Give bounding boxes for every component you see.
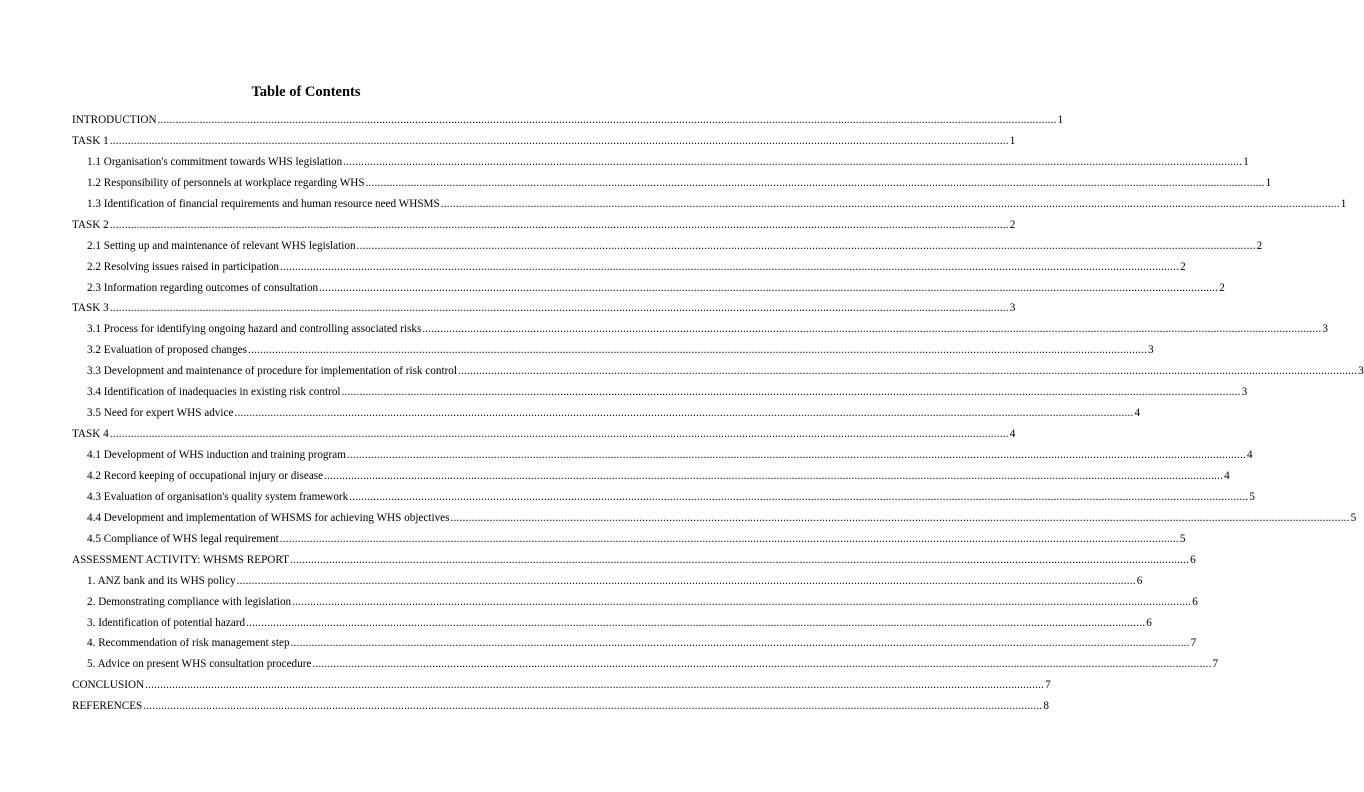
toc-entry-label: 2. Demonstrating compliance with legislation	[87, 595, 292, 608]
toc-entry[interactable]	[72, 113, 1064, 134]
dot-leader: ............................................................................................................................................................................................................................................................................................................	[236, 574, 1136, 587]
toc-entry-label: 3.1 Process for identifying ongoing hazard and controlling associated risks	[87, 323, 422, 336]
toc-entry[interactable]	[72, 448, 1253, 469]
toc-entry-label: TASK 2	[72, 218, 109, 231]
toc-entry-page-number: 5	[1249, 490, 1255, 503]
dot-leader: ............................................................................................................................................................................................................................................................................................................	[356, 239, 1256, 252]
dot-leader: ............................................................................................................................................................................................................................................................................................................	[422, 323, 1322, 336]
toc-entry-page-number: 4	[1224, 469, 1230, 482]
toc-entry[interactable]	[72, 616, 1152, 637]
toc-entry-label: 3.2 Evaluation of proposed changes	[87, 344, 248, 357]
toc-entry-page-number: 1	[1243, 155, 1249, 168]
toc-entry[interactable]	[72, 427, 1016, 448]
toc-entry-label: 2.1 Setting up and maintenance of relevant WHS legislation	[87, 239, 356, 252]
toc-entry-label: TASK 3	[72, 302, 109, 315]
toc-entry-label: 3.3 Development and maintenance of procedure for implementation of risk control	[87, 365, 457, 378]
toc-entry-label: 1.2 Responsibility of personnels at workplace regarding WHS	[87, 176, 365, 189]
toc-entry-page-number: 6	[1192, 595, 1198, 608]
toc-entry[interactable]	[72, 490, 1255, 511]
toc-entry-label: CONCLUSION	[72, 679, 145, 692]
toc-entry-label: 4.3 Evaluation of organisation's quality system framework	[87, 490, 349, 503]
toc-entry[interactable]	[72, 385, 1248, 406]
toc-entry-label: 2.2 Resolving issues raised in participation	[87, 260, 280, 273]
toc-entry[interactable]	[72, 281, 1225, 302]
toc-entry[interactable]	[72, 636, 1197, 657]
toc-entry[interactable]	[72, 532, 1186, 553]
toc-entry-page-number: 2	[1256, 239, 1263, 252]
toc-entry-page-number: 6	[1146, 616, 1152, 629]
toc-entry[interactable]	[72, 574, 1143, 595]
dot-leader: ............................................................................................................................................................................................................................................................................................................	[365, 176, 1265, 189]
toc-entry-label: REFERENCES	[72, 700, 143, 713]
dot-leader: ............................................................................................................................................................................................................................................................................................................	[145, 679, 1045, 692]
toc-entry[interactable]	[72, 260, 1186, 281]
dot-leader: ............................................................................................................................................................................................................................................................................................................	[109, 218, 1009, 231]
dot-leader: ............................................................................................................................................................................................................................................................................................................	[280, 260, 1180, 273]
toc-entry-page-number: 3	[1322, 323, 1328, 336]
toc-title: Table of Contents	[251, 84, 361, 100]
dot-leader: ............................................................................................................................................................................................................................................................................................................	[290, 553, 1190, 566]
toc-entry-label: TASK 4	[72, 428, 109, 441]
toc-entry-page-number: 1	[1265, 176, 1272, 189]
toc-entry[interactable]	[72, 406, 1141, 427]
toc-entry-page-number: 6	[1190, 553, 1196, 566]
toc-entry-page-number: 6	[1136, 574, 1143, 587]
toc-entry[interactable]	[72, 176, 1272, 197]
toc-entry-page-number: 4	[1009, 428, 1016, 441]
dot-leader: ............................................................................................................................................................................................................................................................................................................	[349, 490, 1249, 503]
toc-entry[interactable]	[72, 343, 1154, 364]
dot-leader: ............................................................................................................................................................................................................................................................................................................	[157, 114, 1057, 126]
toc-entry[interactable]	[72, 511, 1357, 532]
toc-entry-page-number: 7	[1045, 679, 1051, 692]
toc-entry[interactable]	[72, 469, 1230, 490]
toc-entry-page-number: 2	[1180, 260, 1186, 273]
toc-entry[interactable]	[72, 657, 1219, 678]
toc-entry-page-number: 3	[1241, 386, 1248, 399]
dot-leader: ............................................................................................................................................................................................................................................................................................................	[279, 532, 1179, 545]
toc-entry-label: 1.3 Identification of financial requirements and human resource need WHSMS	[87, 197, 440, 210]
toc-entry-label: INTRODUCTION	[72, 114, 157, 126]
dot-leader: ............................................................................................................................................................................................................................................................................................................	[109, 134, 1009, 147]
toc-entry[interactable]	[72, 322, 1328, 343]
toc-entry[interactable]	[72, 301, 1016, 322]
toc-entry-page-number: 2	[1219, 281, 1225, 294]
toc-entry[interactable]	[72, 218, 1016, 239]
toc-entry-page-number: 7	[1212, 658, 1219, 671]
dot-leader: ............................................................................................................................................................................................................................................................................................................	[109, 428, 1009, 441]
toc-entry-page-number: 3	[1148, 344, 1154, 357]
dot-leader: ............................................................................................................................................................................................................................................................................................................	[290, 637, 1190, 650]
toc-entry-page-number: 5	[1350, 511, 1357, 524]
toc-entry-page-number: 3	[1009, 302, 1016, 315]
toc-entry[interactable]	[72, 364, 1364, 385]
toc-entry-page-number: 3	[1358, 365, 1364, 378]
dot-leader: ............................................................................................................................................................................................................................................................................................................	[346, 449, 1246, 461]
toc-entry[interactable]	[72, 155, 1249, 176]
toc-list	[72, 113, 1364, 720]
toc-entry-page-number: 4	[1246, 449, 1253, 461]
toc-entry-page-number: 8	[1043, 700, 1049, 713]
toc-entry[interactable]	[72, 678, 1051, 699]
toc-entry-label: 3.4 Identification of inadequacies in existing risk control	[87, 386, 341, 399]
dot-leader: ............................................................................................................................................................................................................................................................................................................	[324, 469, 1224, 482]
toc-entry[interactable]	[72, 595, 1198, 616]
toc-entry-page-number: 4	[1134, 407, 1141, 420]
toc-entry-label: 4.1 Development of WHS induction and training program	[87, 449, 346, 461]
toc-entry-label: 1.1 Organisation's commitment towards WHS legislation	[87, 155, 343, 168]
toc-entry-label: 4.5 Compliance of WHS legal requirement	[87, 532, 279, 545]
dot-leader: ............................................................................................................................................................................................................................................................................................................	[458, 365, 1358, 378]
dot-leader: ............................................................................................................................................................................................................................................................................................................	[341, 386, 1241, 399]
toc-entry-label: 2.3 Information regarding outcomes of consultation	[87, 281, 319, 294]
toc-entry-label: 4. Recommendation of risk management step	[87, 637, 290, 650]
dot-leader: ............................................................................................................................................................................................................................................................................................................	[319, 281, 1219, 294]
toc-entry-page-number: 1	[1340, 197, 1347, 210]
toc-entry-page-number: 7	[1190, 637, 1197, 650]
dot-leader: ............................................................................................................................................................................................................................................................................................................	[248, 344, 1148, 357]
toc-entry-page-number: 5	[1179, 532, 1186, 545]
dot-leader: ............................................................................................................................................................................................................................................................................................................	[450, 511, 1350, 524]
dot-leader: ............................................................................................................................................................................................................................................................................................................	[312, 658, 1212, 671]
toc-entry[interactable]	[72, 699, 1049, 720]
toc-entry-label: 1. ANZ bank and its WHS policy	[87, 574, 236, 587]
toc-entry-page-number: 2	[1009, 218, 1016, 231]
toc-entry[interactable]	[72, 239, 1263, 260]
toc-entry-label: 5. Advice on present WHS consultation procedure	[87, 658, 312, 671]
dot-leader: ............................................................................................................................................................................................................................................................................................................	[292, 595, 1192, 608]
toc-entry-page-number: 1	[1057, 114, 1064, 126]
toc-entry-label: 4.4 Development and implementation of WHSMS for achieving WHS objectives	[87, 511, 450, 524]
dot-leader: ............................................................................................................................................................................................................................................................................................................	[143, 700, 1043, 713]
dot-leader: ............................................................................................................................................................................................................................................................................................................	[440, 197, 1340, 210]
dot-leader: ............................................................................................................................................................................................................................................................................................................	[246, 616, 1146, 629]
toc-entry-label: 3. Identification of potential hazard	[87, 616, 246, 629]
toc-entry[interactable]	[72, 553, 1196, 574]
dot-leader: ............................................................................................................................................................................................................................................................................................................	[234, 407, 1134, 420]
dot-leader: ............................................................................................................................................................................................................................................................................................................	[109, 302, 1009, 315]
toc-entry-label: TASK 1	[72, 134, 109, 147]
dot-leader: ............................................................................................................................................................................................................................................................................................................	[343, 155, 1243, 168]
toc-entry-label: 3.5 Need for expert WHS advice	[87, 407, 234, 420]
toc-entry-label: 4.2 Record keeping of occupational injury or disease	[87, 469, 324, 482]
toc-entry-page-number: 1	[1009, 134, 1016, 147]
toc-entry[interactable]	[72, 197, 1347, 218]
toc-entry-label: ASSESSMENT ACTIVITY: WHSMS REPORT	[72, 553, 290, 566]
toc-entry[interactable]	[72, 134, 1016, 155]
